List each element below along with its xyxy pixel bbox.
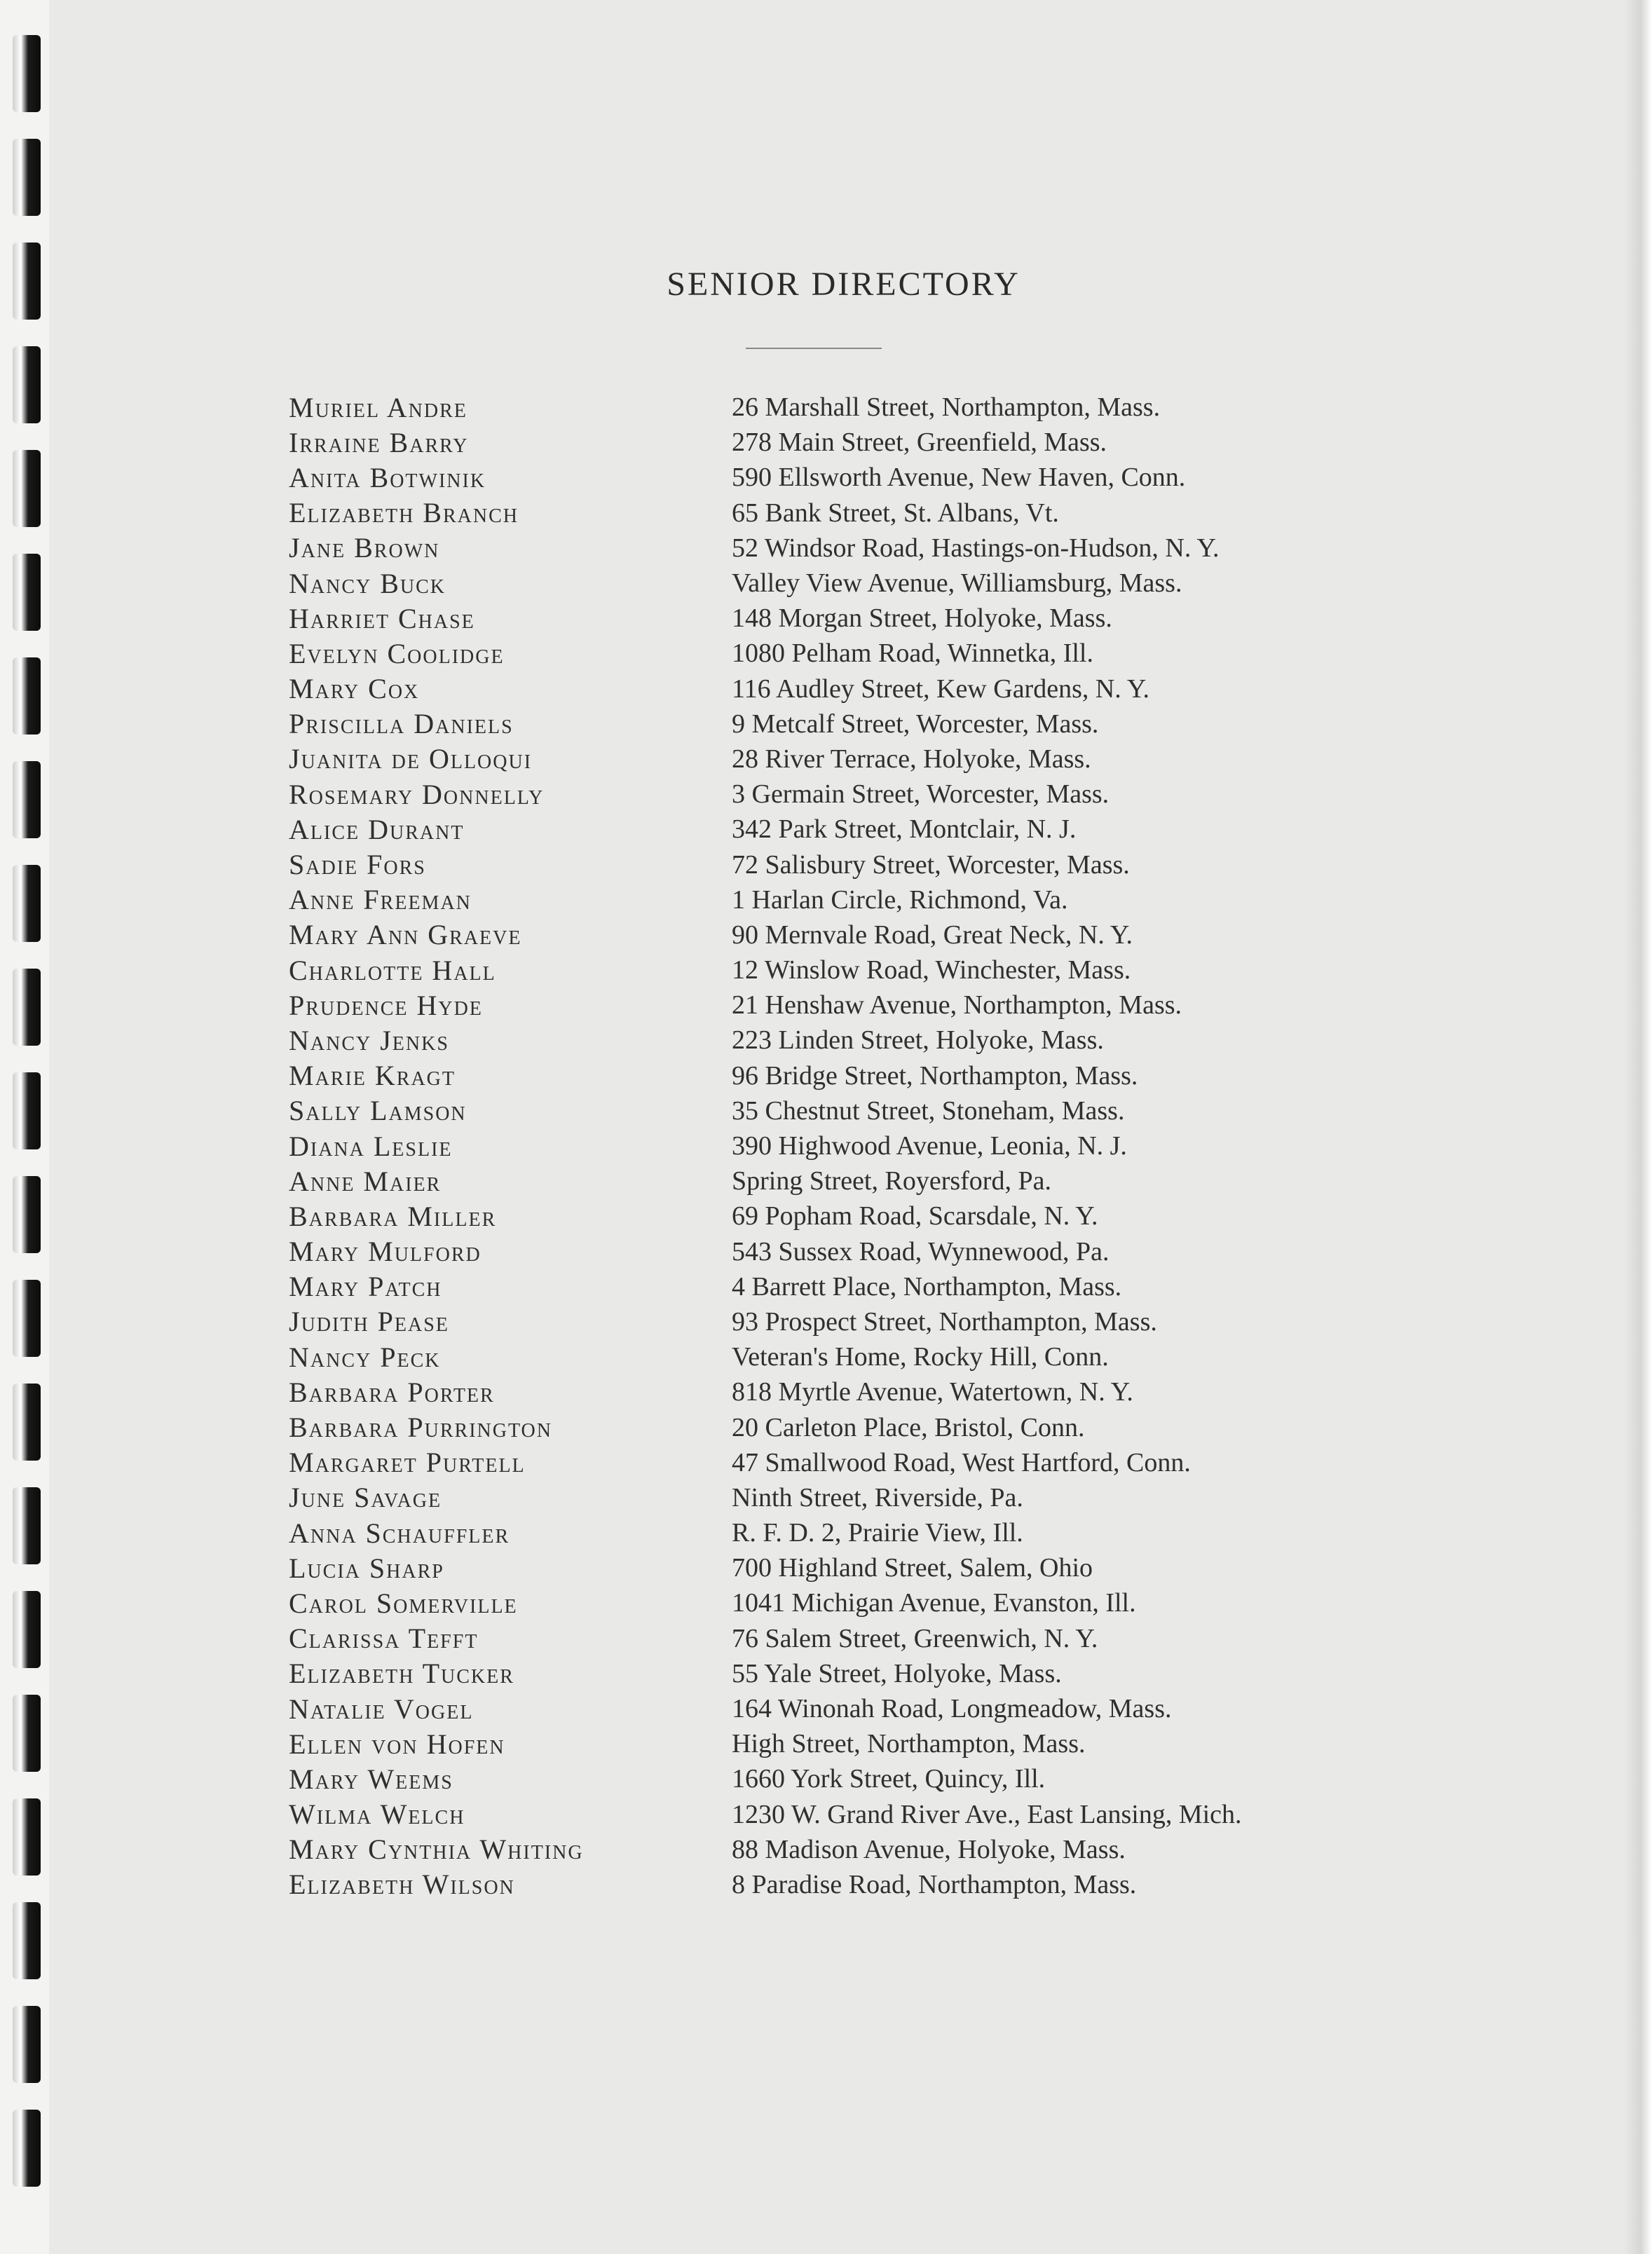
entry-name: Juanita de Olloqui	[289, 743, 533, 775]
directory-entry	[289, 742, 1396, 777]
directory-entry	[289, 460, 1396, 495]
binding-ring	[13, 1798, 41, 1876]
binding-ring	[13, 657, 41, 735]
entry-address: 1041 Michigan Avenue, Evanston, Ill.	[732, 1588, 1136, 1618]
directory-entry	[289, 1797, 1396, 1832]
entry-name: June Savage	[289, 1482, 442, 1514]
entry-name: Evelyn Coolidge	[289, 637, 505, 669]
entry-name: Carol Somerville	[289, 1587, 518, 1619]
entry-name: Barbara Miller	[289, 1200, 497, 1232]
directory-entry	[289, 1304, 1396, 1339]
directory-entry	[289, 601, 1396, 636]
entry-address: 148 Morgan Street, Holyoke, Mass.	[732, 603, 1112, 634]
page-edge	[1624, 0, 1652, 2254]
directory-entry	[289, 1550, 1396, 1585]
entry-name: Elizabeth Branch	[289, 497, 519, 529]
entry-name: Elizabeth Tucker	[289, 1658, 514, 1690]
entry-name: Anne Maier	[289, 1165, 442, 1197]
entry-name: Mary Cox	[289, 673, 420, 705]
entry-address: 69 Popham Road, Scarsdale, N. Y.	[732, 1201, 1098, 1231]
directory-entry	[289, 952, 1396, 988]
entry-name: Natalie Vogel	[289, 1693, 474, 1725]
entry-address: 47 Smallwood Road, West Hartford, Conn.	[732, 1447, 1191, 1477]
directory-entry	[289, 496, 1396, 531]
directory-entry	[289, 1409, 1396, 1444]
directory-entry	[289, 812, 1396, 847]
entry-name: Mary Mulford	[289, 1236, 482, 1268]
directory-entry	[289, 1058, 1396, 1093]
directory-entry	[289, 1269, 1396, 1304]
binding-ring	[13, 1695, 41, 1772]
directory-entry	[289, 917, 1396, 952]
directory-entry	[289, 671, 1396, 706]
entry-name: Wilma Welch	[289, 1798, 465, 1831]
entry-address: 65 Bank Street, St. Albans, Vt.	[732, 498, 1059, 528]
directory-entry	[289, 1339, 1396, 1374]
directory-entry	[289, 882, 1396, 917]
entry-address: 164 Winonah Road, Longmeadow, Mass.	[732, 1694, 1172, 1724]
directory-entry	[289, 1445, 1396, 1480]
entry-address: 116 Audley Street, Kew Gardens, N. Y.	[732, 674, 1149, 704]
title-divider	[746, 348, 882, 349]
binding-ring	[13, 1591, 41, 1668]
directory-entry	[289, 1726, 1396, 1761]
entry-name: Barbara Purrington	[289, 1412, 552, 1444]
entry-address: 9 Metcalf Street, Worcester, Mass.	[732, 709, 1099, 739]
entry-name: Elizabeth Wilson	[289, 1869, 515, 1901]
entry-address: 96 Bridge Street, Northampton, Mass.	[732, 1060, 1138, 1091]
binding-ring	[13, 35, 41, 112]
entry-address: 3 Germain Street, Worcester, Mass.	[732, 779, 1110, 810]
entry-address: 26 Marshall Street, Northampton, Mass.	[732, 392, 1161, 423]
entry-address: 4 Barrett Place, Northampton, Mass.	[732, 1271, 1122, 1302]
directory-entry	[289, 1128, 1396, 1163]
directory-entry	[289, 425, 1396, 460]
entry-address: Veteran's Home, Rocky Hill, Conn.	[732, 1342, 1109, 1372]
entry-address: 21 Henshaw Avenue, Northampton, Mass.	[732, 990, 1182, 1020]
entry-name: Marie Kragt	[289, 1060, 456, 1092]
entry-address: 90 Mernvale Road, Great Neck, N. Y.	[732, 920, 1133, 950]
entry-address: Ninth Street, Riverside, Pa.	[732, 1482, 1023, 1512]
entry-name: Barbara Porter	[289, 1376, 495, 1408]
directory-entry	[289, 1691, 1396, 1726]
binding-ring	[13, 346, 41, 423]
entry-name: Alice Durant	[289, 813, 465, 845]
entry-address: 223 Linden Street, Holyoke, Mass.	[732, 1025, 1104, 1056]
directory-entry	[289, 777, 1396, 812]
directory-entry	[289, 1832, 1396, 1867]
entry-name: Lucia Sharp	[289, 1552, 444, 1584]
entry-name: Nancy Peck	[289, 1341, 441, 1373]
entry-name: Mary Patch	[289, 1271, 442, 1303]
entry-address: 1660 York Street, Quincy, Ill.	[732, 1764, 1046, 1794]
directory-entry	[289, 1480, 1396, 1515]
entry-name: Irraine Barry	[289, 426, 469, 458]
entry-name: Rosemary Donnelly	[289, 778, 545, 810]
binding-ring	[13, 1487, 41, 1564]
binding-ring	[13, 139, 41, 216]
directory-entry	[289, 1163, 1396, 1198]
entry-name: Anne Freeman	[289, 884, 472, 916]
entry-name: Harriet Chase	[289, 602, 475, 634]
entry-address: 20 Carleton Place, Bristol, Conn.	[732, 1412, 1085, 1442]
entry-address: 1080 Pelham Road, Winnetka, Ill.	[732, 638, 1093, 669]
entry-name: Sadie Fors	[289, 849, 426, 881]
directory-entry	[289, 1198, 1396, 1234]
directory-entry	[289, 1761, 1396, 1796]
binding-ring	[13, 865, 41, 942]
directory-entry	[289, 1867, 1396, 1902]
entry-address: Valley View Avenue, Williamsburg, Mass.	[732, 568, 1182, 599]
entry-name: Prudence Hyde	[289, 989, 483, 1021]
entry-address: 28 River Terrace, Holyoke, Mass.	[732, 744, 1091, 774]
directory-entry	[289, 531, 1396, 566]
entry-name: Anita Botwinik	[289, 461, 486, 493]
entry-address: R. F. D. 2, Prairie View, Ill.	[732, 1518, 1023, 1548]
entry-address: 93 Prospect Street, Northampton, Mass.	[732, 1306, 1157, 1337]
entry-address: 818 Myrtle Avenue, Watertown, N. Y.	[732, 1377, 1133, 1407]
entry-address: 55 Yale Street, Holyoke, Mass.	[732, 1658, 1062, 1688]
directory-entry	[289, 1234, 1396, 1269]
entry-address: 543 Sussex Road, Wynnewood, Pa.	[732, 1236, 1110, 1266]
entry-name: Sally Lamson	[289, 1095, 467, 1127]
directory-entry	[289, 1585, 1396, 1620]
directory-entry	[289, 847, 1396, 882]
entry-name: Judith Pease	[289, 1306, 449, 1338]
directory-entry	[289, 566, 1396, 601]
page-title: SENIOR DIRECTORY	[667, 266, 1020, 303]
binding-ring	[13, 2110, 41, 2187]
entry-address: 52 Windsor Road, Hastings-on-Hudson, N. Y.	[732, 533, 1220, 563]
entry-name: Mary Weems	[289, 1763, 453, 1795]
directory-entry	[289, 636, 1396, 671]
entry-name: Mary Ann Graeve	[289, 919, 522, 951]
binding-ring	[13, 761, 41, 838]
binding-ring	[13, 969, 41, 1046]
spiral-binding	[0, 0, 49, 2254]
binding-ring	[13, 554, 41, 631]
directory-entry	[289, 706, 1396, 742]
entry-address: 8 Paradise Road, Northampton, Mass.	[732, 1869, 1137, 1899]
entry-address: Spring Street, Royersford, Pa.	[732, 1166, 1051, 1196]
binding-ring	[13, 2006, 41, 2083]
entry-name: Anna Schauffler	[289, 1517, 510, 1549]
directory-entry	[289, 1621, 1396, 1656]
directory-entry	[289, 988, 1396, 1023]
entry-address: 590 Ellsworth Avenue, New Haven, Conn.	[732, 463, 1186, 493]
binding-ring	[13, 1072, 41, 1149]
binding-ring	[13, 450, 41, 527]
entry-name: Diana Leslie	[289, 1130, 453, 1162]
directory-entry	[289, 390, 1396, 425]
entry-address: High Street, Northampton, Mass.	[732, 1729, 1086, 1759]
entry-address: 72 Salisbury Street, Worcester, Mass.	[732, 849, 1130, 880]
entry-name: Muriel Andre	[289, 391, 467, 423]
entry-address: 76 Salem Street, Greenwich, N. Y.	[732, 1623, 1098, 1653]
entry-address: 35 Chestnut Street, Stoneham, Mass.	[732, 1095, 1125, 1126]
entry-address: 390 Highwood Avenue, Leonia, N. J.	[732, 1131, 1127, 1161]
entry-name: Nancy Buck	[289, 567, 446, 599]
directory-entry	[289, 1515, 1396, 1550]
entry-name: Ellen von Hofen	[289, 1728, 505, 1760]
directory-list	[289, 390, 1396, 1902]
entry-address: 700 Highland Street, Salem, Ohio	[732, 1553, 1093, 1583]
entry-name: Jane Brown	[289, 532, 440, 564]
entry-name: Nancy Jenks	[289, 1024, 449, 1056]
entry-name: Margaret Purtell	[289, 1447, 526, 1479]
binding-ring	[13, 1902, 41, 1979]
entry-address: 278 Main Street, Greenfield, Mass.	[732, 428, 1107, 458]
directory-entry	[289, 1023, 1396, 1058]
directory-entry	[289, 1656, 1396, 1691]
entry-address: 1230 W. Grand River Ave., East Lansing, Mich.	[732, 1799, 1242, 1829]
entry-name: Clarissa Tefft	[289, 1623, 479, 1655]
entry-address: 12 Winslow Road, Winchester, Mass.	[732, 955, 1131, 985]
entry-address: 342 Park Street, Montclair, N. J.	[732, 814, 1077, 845]
entry-address: 1 Harlan Circle, Richmond, Va.	[732, 884, 1068, 915]
binding-ring	[13, 1384, 41, 1461]
binding-ring	[13, 1176, 41, 1253]
binding-ring	[13, 1280, 41, 1357]
entry-address: 88 Madison Avenue, Holyoke, Mass.	[732, 1834, 1126, 1864]
entry-name: Priscilla Daniels	[289, 708, 514, 740]
entry-name: Mary Cynthia Whiting	[289, 1833, 584, 1866]
entry-name: Charlotte Hall	[289, 954, 496, 986]
directory-entry	[289, 1093, 1396, 1128]
directory-entry	[289, 1374, 1396, 1409]
